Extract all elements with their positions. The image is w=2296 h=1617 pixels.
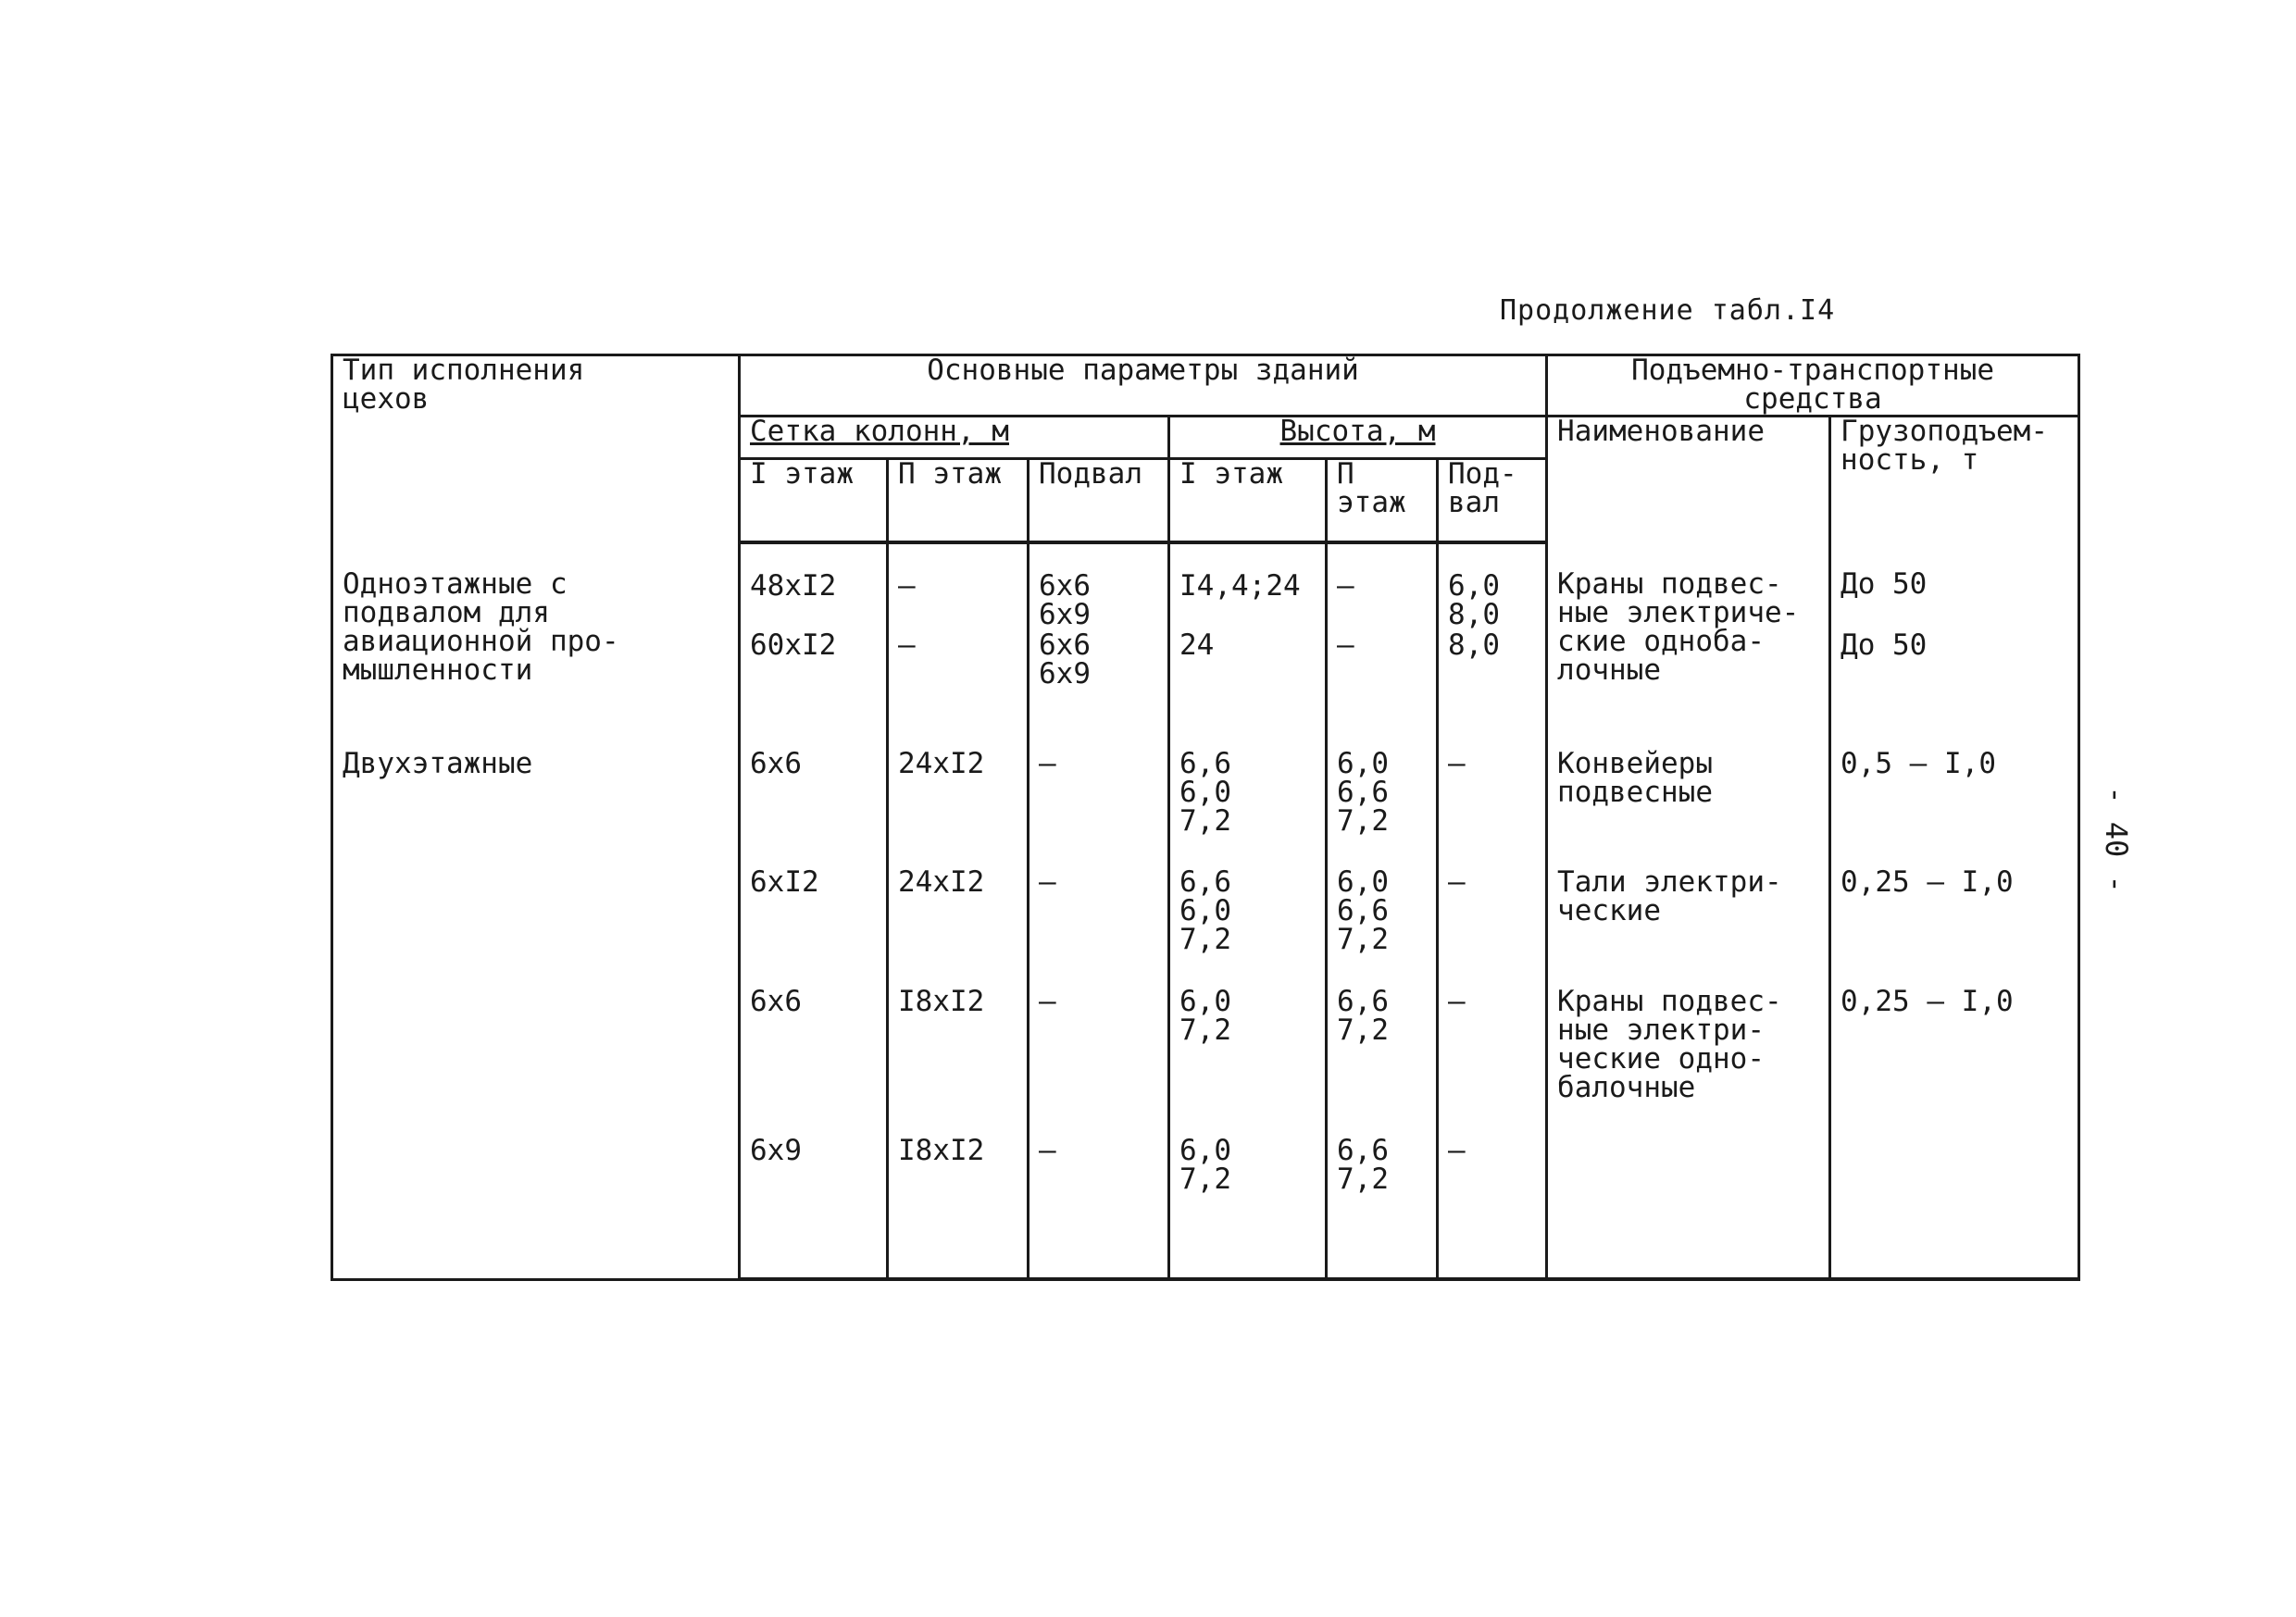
cell-height-basement: –: [1438, 868, 1547, 988]
cell-grid-basement: –: [1029, 988, 1169, 1137]
cell-type: Двухэтажные: [332, 750, 740, 1279]
header-type: Тип исполнения цехов: [332, 355, 740, 542]
header-name: Наименование: [1547, 417, 1830, 542]
cell-height-floor1: 6,6 6,0 7,2: [1169, 868, 1327, 988]
header-main-params: Основные параметры зданий: [740, 355, 1547, 417]
cell-grid-floor2: 24xI2: [888, 750, 1029, 867]
header-lifting: Подъемно-транспортные средства: [1547, 355, 2079, 417]
cell-grid-floor1: 60xI2: [740, 631, 888, 750]
cell-grid-basement: –: [1029, 1137, 1169, 1279]
cell-grid-basement: –: [1029, 750, 1169, 867]
table-row: [332, 750, 2079, 867]
cell-height-basement: 8,0: [1438, 631, 1547, 750]
cell-height-floor1: 6,0 7,2: [1169, 988, 1327, 1137]
cell-type: Одноэтажные с подвалом для авиационной про- мышленности: [332, 542, 740, 751]
cell-height-basement: –: [1438, 750, 1547, 867]
cell-equipment-name: Краны подвес- ные электри- ческие одно- балочные: [1547, 988, 1830, 1137]
cell-height-floor2: 6,0 6,6 7,2: [1327, 750, 1438, 867]
cell-equipment-name: [1547, 1137, 1830, 1279]
cell-height-floor2: 6,0 6,6 7,2: [1327, 868, 1438, 988]
cell-height-basement: –: [1438, 988, 1547, 1137]
header-grid-floor2: П этаж: [888, 459, 1029, 542]
cell-grid-floor2: –: [888, 631, 1029, 750]
cell-grid-basement: 6x6 6x9: [1029, 542, 1169, 631]
cell-height-floor2: 6,6 7,2: [1327, 988, 1438, 1137]
header-grid-basement: Подвал: [1029, 459, 1169, 542]
header-grid: Сетка колонн, м: [740, 417, 1169, 459]
header-height: Высота, м: [1169, 417, 1547, 459]
cell-height-floor1: 6,0 7,2: [1169, 1137, 1327, 1279]
cell-grid-floor2: –: [888, 542, 1029, 631]
cell-equipment-name: Конвейеры подвесные: [1547, 750, 1830, 867]
header-height-floor1: I этаж: [1169, 459, 1327, 542]
header-grid-floor1: I этаж: [740, 459, 888, 542]
table-row: [332, 542, 2079, 631]
building-parameters-table: [331, 354, 2080, 1281]
cell-height-floor1: 6,6 6,0 7,2: [1169, 750, 1327, 867]
cell-capacity: До 50: [1830, 631, 2079, 750]
cell-capacity: До 50: [1830, 542, 2079, 631]
cell-grid-basement: 6x6 6x9: [1029, 631, 1169, 750]
cell-grid-floor1: 6x6: [740, 988, 888, 1137]
cell-grid-floor1: 6x6: [740, 750, 888, 867]
cell-grid-basement: –: [1029, 868, 1169, 988]
cell-equipment-name: Тали электри- ческие: [1547, 868, 1830, 988]
cell-height-basement: 6,0 8,0: [1438, 542, 1547, 631]
cell-grid-floor1: 48xI2: [740, 542, 888, 631]
cell-capacity: 0,25 – I,0: [1830, 988, 2079, 1137]
cell-grid-floor2: 24xI2: [888, 868, 1029, 988]
cell-grid-floor1: 6x9: [740, 1137, 888, 1279]
page-number: - 40 -: [2098, 786, 2134, 893]
cell-capacity: 0,25 – I,0: [1830, 868, 2079, 988]
cell-grid-floor1: 6xI2: [740, 868, 888, 988]
cell-height-floor2: 6,6 7,2: [1327, 1137, 1438, 1279]
cell-capacity: [1830, 1137, 2079, 1279]
cell-height-floor2: –: [1327, 631, 1438, 750]
cell-height-floor1: I4,4;24: [1169, 542, 1327, 631]
cell-capacity: 0,5 – I,0: [1830, 750, 2079, 867]
header-height-floor2: П этаж: [1327, 459, 1438, 542]
cell-height-basement: –: [1438, 1137, 1547, 1279]
cell-grid-floor2: I8xI2: [888, 1137, 1029, 1279]
header-capacity: Грузоподъем- ность, т: [1830, 417, 2079, 542]
cell-equipment-name: Краны подвес- ные электриче- ские однобa- лочные: [1547, 542, 1830, 751]
cell-height-floor2: –: [1327, 542, 1438, 631]
table-caption: Продолжение табл.I4: [1500, 294, 1836, 327]
header-height-basement: Под- вал: [1438, 459, 1547, 542]
cell-height-floor1: 24: [1169, 631, 1327, 750]
cell-grid-floor2: I8xI2: [888, 988, 1029, 1137]
